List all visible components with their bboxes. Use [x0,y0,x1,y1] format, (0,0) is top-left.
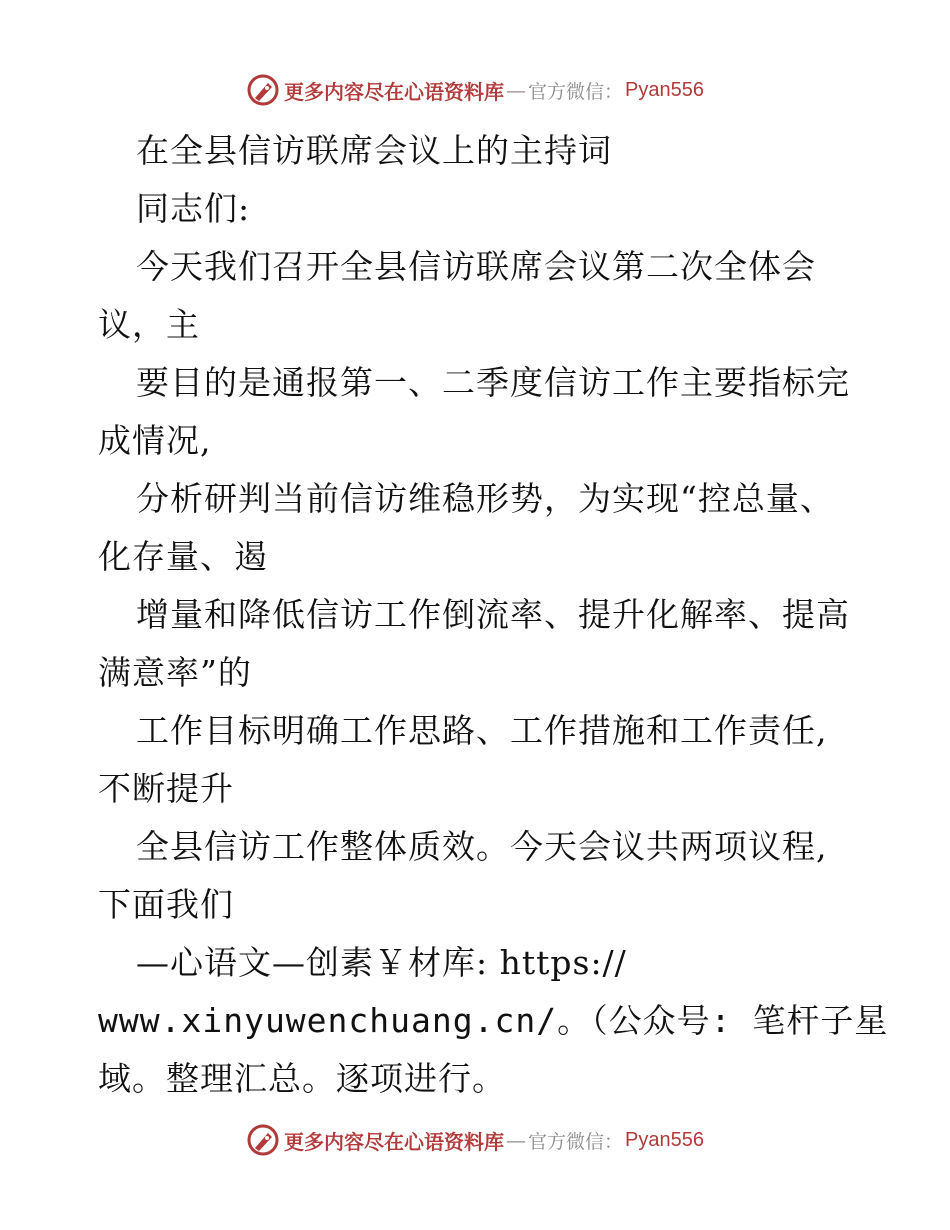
banner-wechat-id: Pyan556 [625,1128,704,1151]
paragraph-line: 满意率”的 [98,653,252,692]
banner-brand: 更多内容尽在心语资料库 [284,1129,504,1154]
banner-wechat-label: 官方微信： [528,1130,624,1153]
paragraph-line: 化存量、遏 [98,537,268,576]
paragraph-line: 域。整理汇总。逐项进行。 [98,1059,506,1098]
banner-brand: 更多内容尽在心语资料库 [284,79,504,104]
paragraph-line: 议，主 [98,305,200,344]
header-banner [0,70,950,110]
footer-banner [0,1120,950,1160]
paragraph-line: 不断提升 [98,769,234,808]
paragraph-line: 下面我们 [98,885,234,924]
document-title: 在全县信访联席会议上的主持词 [136,131,612,170]
paragraph-line: 要目的是通报第一、二季度信访工作主要指标完 [136,363,850,402]
paragraph-line: —心语文—创素￥材库: https:// [136,943,627,982]
banner-dash: — [506,1128,526,1152]
document-body [98,122,889,1108]
website-line: www.xinyuwenchuang.cn/。（公众号: 笔杆子星 [98,1001,889,1040]
pen-nib-logo-icon [246,73,280,107]
banner-wechat-id: Pyan556 [625,78,704,101]
paragraph-line: 成情况, [98,421,212,460]
paragraph-line: 增量和降低信访工作倒流率、提升化解率、提高 [136,595,850,634]
paragraph-line: 工作目标明确工作思路、工作措施和工作责任, [136,711,828,750]
paragraph-line: 全县信访工作整体质效。今天会议共两项议程, [136,827,828,866]
salutation: 同志们: [136,189,251,228]
paragraph-line: 分析研判当前信访维稳形势，为实现“控总量、 [136,479,834,518]
pen-nib-logo-icon [246,1123,280,1157]
paragraph-line: 今天我们召开全县信访联席会议第二次全体会 [136,247,816,286]
banner-dash: — [506,78,526,102]
banner-wechat-label: 官方微信： [528,80,624,103]
